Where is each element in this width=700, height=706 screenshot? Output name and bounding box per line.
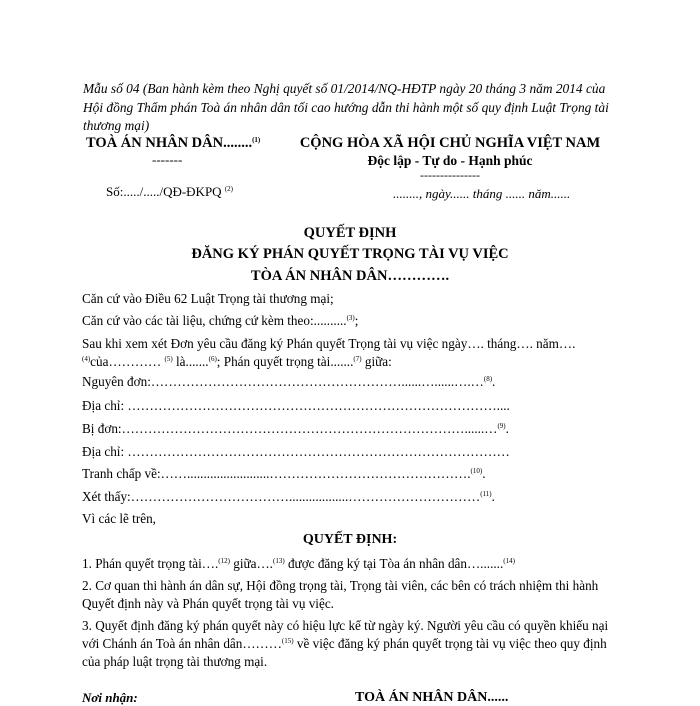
decision-item-1 — [82, 556, 515, 572]
footnote-ref: (8) — [483, 375, 493, 383]
legal-basis-2 — [82, 313, 358, 329]
review-paragraph — [82, 335, 617, 371]
footnote-ref: (13) — [272, 557, 285, 565]
document-number-text: Số:...../...../QĐ-ĐKPQ — [106, 184, 222, 199]
decision-text: 3. Quyết định đăng ký phán quyết này có hiệu lực kể từ ngày ký. Người yêu cầu có quyền khiếu nại với Chánh án Toà án nhân dân……… — [82, 618, 609, 651]
footnote-ref: (14) — [503, 557, 515, 565]
therefore-line: Vì các lẽ trên, — [82, 511, 156, 526]
footnote-ref: (4) — [82, 355, 91, 363]
decision-text: 1. Phán quyết trọng tài…. — [82, 556, 219, 571]
footnote-ref: (7) — [353, 355, 362, 363]
punctuation: ; — [354, 313, 359, 328]
national-motto: Độc lập - Tự do - Hạnh phúc — [367, 153, 533, 168]
decision-item-2: 2. Cơ quan thi hành án dân sự, Hội đồng trọng tài, Trọng tài viên, các bên có trách nhiệm thi hành Quyết định này và Phán quyết trọng tài vụ việc. — [82, 578, 599, 611]
motto-divider: --------------- — [420, 168, 480, 182]
considering-line — [82, 489, 495, 505]
footnote-ref: (6) — [208, 355, 217, 363]
court-name-text: TOÀ ÁN NHÂN DÂN........ — [86, 135, 253, 151]
plaintiff-text: Nguyên đơn:…………………………………………………......…......….… — [82, 374, 484, 389]
court-name — [86, 135, 260, 152]
review-text: là....... — [172, 354, 209, 369]
decision-subtitle: ĐĂNG KÝ PHÁN QUYẾT TRỌNG TÀI VỤ VIỆC — [191, 246, 509, 262]
punctuation: . — [491, 489, 495, 504]
review-text: giữa: — [361, 354, 392, 369]
footnote-ref: (1) — [252, 136, 261, 144]
signing-court: TOÀ ÁN NHÂN DÂN...... — [355, 690, 509, 705]
address-line-2: Địa chỉ: …………………………………………………………………………… — [82, 444, 510, 459]
document-number — [106, 184, 233, 200]
footnote-ref: (9) — [497, 422, 506, 430]
decision-text: về việc đăng ký phán quyết trọng tài vụ việc theo quy định của pháp luật trọng tài thương mại. — [82, 636, 607, 669]
punctuation: . — [492, 374, 496, 389]
punctuation: . — [505, 421, 509, 436]
footnote-ref: (10) — [470, 467, 483, 475]
decision-text: được đăng ký tại Tòa án nhân dân…....... — [284, 556, 504, 571]
decision-section-title: QUYẾT ĐỊNH: — [302, 532, 398, 547]
defendant-line — [82, 421, 509, 437]
considering-text: Xét thấy:………………………………..................………………………… — [82, 489, 481, 504]
review-text: Sau khi xem xét Đơn yêu cầu đăng ký Phán quyết Trọng tài vụ việc ngày…. tháng…. năm…. — [82, 336, 576, 351]
decision-title: QUYẾT ĐỊNH — [303, 225, 397, 241]
decision-text: giữa…. — [229, 556, 273, 571]
punctuation: . — [482, 466, 486, 481]
recipients-label: Nơi nhận: — [82, 690, 138, 705]
national-title: CỘNG HÒA XÃ HỘI CHỦ NGHĨA VIỆT NAM — [299, 135, 601, 151]
dispute-line — [82, 466, 486, 482]
footnote-ref: (11) — [480, 490, 492, 498]
legal-basis-1: Căn cứ vào Điều 62 Luật Trọng tài thương mại; — [82, 291, 334, 306]
footnote-ref: (5) — [164, 355, 173, 363]
address-line-1: Địa chỉ: ………………………………………………………………………….... — [82, 398, 510, 413]
footnote-ref: (15) — [281, 637, 294, 645]
issuing-court: TÒA ÁN NHÂN DÂN…………. — [250, 268, 450, 284]
review-text: của………… — [90, 354, 165, 369]
footnote-ref: (2) — [224, 185, 233, 193]
decision-item-3 — [82, 617, 617, 671]
footnote-ref: (3) — [346, 314, 355, 322]
dispute-text: Tranh chấp về:…….........................………………………………………. — [82, 466, 471, 481]
court-divider: ------- — [152, 152, 183, 167]
legal-basis-2-text: Căn cứ vào các tài liệu, chứng cứ kèm theo:.......... — [82, 313, 347, 328]
place-date: ........, ngày...... tháng ...... năm...... — [393, 186, 571, 201]
defendant-text: Bị đơn:……………………………………………………………………......… — [82, 421, 498, 436]
review-text: ; Phán quyết trọng tài....... — [216, 354, 354, 369]
form-header-note: Mẫu số 04 (Ban hành kèm theo Nghị quyết số 01/2014/NQ-HĐTP ngày 20 tháng 3 năm 2014 của Hội đồng Thẩm phán Toà án nhân dân tối cao hướng dẫn thi hành một số quy định Luật Trọng tài thương mại) — [83, 81, 609, 133]
footnote-ref: (12) — [218, 557, 230, 565]
plaintiff-line — [82, 374, 495, 390]
